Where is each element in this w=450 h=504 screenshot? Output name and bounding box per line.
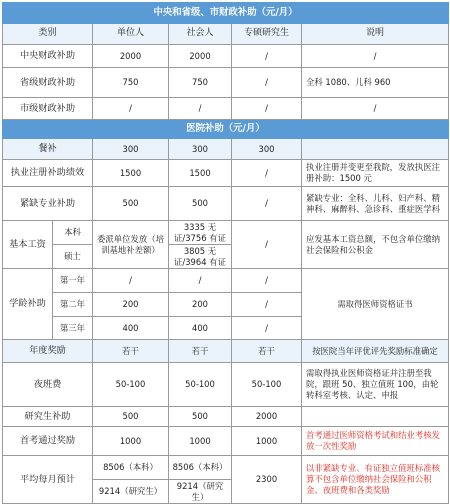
cell-grad: / xyxy=(232,160,302,187)
row-label: 学龄补助 xyxy=(3,269,53,340)
cell-social-master: 3805 无证/3964 有证 xyxy=(169,245,232,269)
row-label: 平均每月预计 xyxy=(3,456,93,504)
cell-unit: 2000 xyxy=(93,45,169,68)
cell-social-bachelor: 3335 无证/3756 有证 xyxy=(169,221,232,245)
cell-social: 400 xyxy=(169,317,232,340)
table-row xyxy=(3,363,449,407)
cell-unit-bachelor: 8506（本科） xyxy=(93,456,169,480)
cell-grad: / xyxy=(232,293,302,317)
cell-social: 500 xyxy=(169,407,232,427)
cell-grad: 2000 xyxy=(232,407,302,427)
cell-note xyxy=(302,139,449,160)
table-row xyxy=(3,139,449,160)
cell-unit: 1500 xyxy=(93,160,169,187)
cell-social-graduate: 9214（研究生） xyxy=(169,480,232,504)
row-label: 餐补 xyxy=(3,139,93,160)
table-row xyxy=(3,160,449,187)
cell-social-bachelor: 8506（本科） xyxy=(169,456,232,480)
cell-grad: 若干 xyxy=(232,340,302,363)
table-row xyxy=(3,269,449,293)
cell-grad: 2300 xyxy=(232,456,302,504)
degree-bachelor: 本科 xyxy=(53,221,93,245)
header-category: 类别 xyxy=(3,24,93,45)
cell-unit: 750 xyxy=(93,68,169,98)
year-label: 第三年 xyxy=(53,317,93,340)
year-label: 第一年 xyxy=(53,269,93,293)
row-label: 基本工资 xyxy=(3,221,53,269)
row-label: 市级财政补助 xyxy=(3,98,93,120)
cell-social: 1000 xyxy=(169,427,232,456)
header-unit-person: 单位人 xyxy=(93,24,169,45)
cell-note: 按医院当年评优评先奖励标准确定 xyxy=(302,340,449,363)
table-row xyxy=(3,340,449,363)
cell-unit: 若干 xyxy=(93,340,169,363)
cell-unit: 500 xyxy=(93,407,169,427)
cell-note: 全科 1080、儿科 960 xyxy=(302,68,449,98)
cell-social: 1500 xyxy=(169,160,232,187)
cell-note xyxy=(302,407,449,427)
section2-title: 医院补助（元/月） xyxy=(3,120,449,139)
table-row xyxy=(3,407,449,427)
cell-unit: 300 xyxy=(93,139,169,160)
cell-unit: / xyxy=(93,98,169,120)
cell-social: / xyxy=(169,269,232,293)
cell-grad: / xyxy=(232,98,302,120)
year-label: 第二年 xyxy=(53,293,93,317)
table-row xyxy=(3,45,449,68)
header-social-person: 社会人 xyxy=(169,24,232,45)
cell-social: 50-100 xyxy=(169,363,232,407)
table-row xyxy=(3,221,449,245)
header-master-student: 专硕研究生 xyxy=(232,24,302,45)
cell-unit-graduate: 9214（研究生） xyxy=(93,480,169,504)
subsidy-table xyxy=(2,2,449,504)
cell-unit: 200 xyxy=(93,293,169,317)
row-label: 首考通过奖励 xyxy=(3,427,93,456)
cell-note: 首考通过医师资格考试和结业考核发放一次性奖励 xyxy=(302,427,449,456)
cell-social: 750 xyxy=(169,68,232,98)
cell-grad: / xyxy=(232,45,302,68)
cell-note: 需取得执业医师资格证并注册至我院，跟班 50、独立值班 100，由轮转科室考核、认定、申报 xyxy=(302,363,449,407)
cell-note: 紧缺专业：全科、儿科、妇产科、精神科、麻醉科、急诊科、重症医学科 xyxy=(302,187,449,221)
cell-note: 执业注册并变更至我院，发放执医注册补助：1500 元 xyxy=(302,160,449,187)
cell-grad: / xyxy=(232,269,302,293)
cell-grad: 1000 xyxy=(232,427,302,456)
row-label: 中央财政补助 xyxy=(3,45,93,68)
cell-social: 200 xyxy=(169,293,232,317)
cell-social: 2000 xyxy=(169,45,232,68)
cell-note: / xyxy=(302,98,449,120)
cell-grad: / xyxy=(232,187,302,221)
row-label: 年度奖励 xyxy=(3,340,93,363)
row-label: 夜班费 xyxy=(3,363,93,407)
cell-unit: 1000 xyxy=(93,427,169,456)
cell-note: 以非紧缺专业、有证独立值班标准核算不包含单位缴纳社会保险和公积金、夜班费和各类奖励 xyxy=(302,456,449,504)
cell-social: 若干 xyxy=(169,340,232,363)
cell-grad: 300 xyxy=(232,139,302,160)
cell-unit: 委派单位发放（培训基地补差额） xyxy=(93,221,169,269)
cell-social: 500 xyxy=(169,187,232,221)
cell-grad: 50-100 xyxy=(232,363,302,407)
table-row xyxy=(3,427,449,456)
cell-unit: / xyxy=(93,269,169,293)
cell-unit: 50-100 xyxy=(93,363,169,407)
cell-note: / xyxy=(302,45,449,68)
row-label: 执业注册补助绩效 xyxy=(3,160,93,187)
row-label: 省级财政补助 xyxy=(3,68,93,98)
cell-unit: 400 xyxy=(93,317,169,340)
degree-master: 硕士 xyxy=(53,245,93,269)
cell-grad: / xyxy=(232,68,302,98)
cell-grad: / xyxy=(232,317,302,340)
table-row xyxy=(3,456,449,480)
cell-note: 应发基本工资总额，不包含单位缴纳社会保险和公积金 xyxy=(302,221,449,269)
cell-grad: / xyxy=(232,221,302,269)
row-label: 紧缺专业补助 xyxy=(3,187,93,221)
row-label: 研究生补助 xyxy=(3,407,93,427)
section1-title: 中央和省级、市财政补助（元/月） xyxy=(3,3,449,24)
table-row xyxy=(3,98,449,120)
header-note: 说明 xyxy=(302,24,449,45)
table-row xyxy=(3,187,449,221)
cell-social: / xyxy=(169,98,232,120)
table-row xyxy=(3,68,449,98)
cell-social: 300 xyxy=(169,139,232,160)
cell-unit: 500 xyxy=(93,187,169,221)
cell-note: 需取得医师资格证书 xyxy=(302,269,449,340)
